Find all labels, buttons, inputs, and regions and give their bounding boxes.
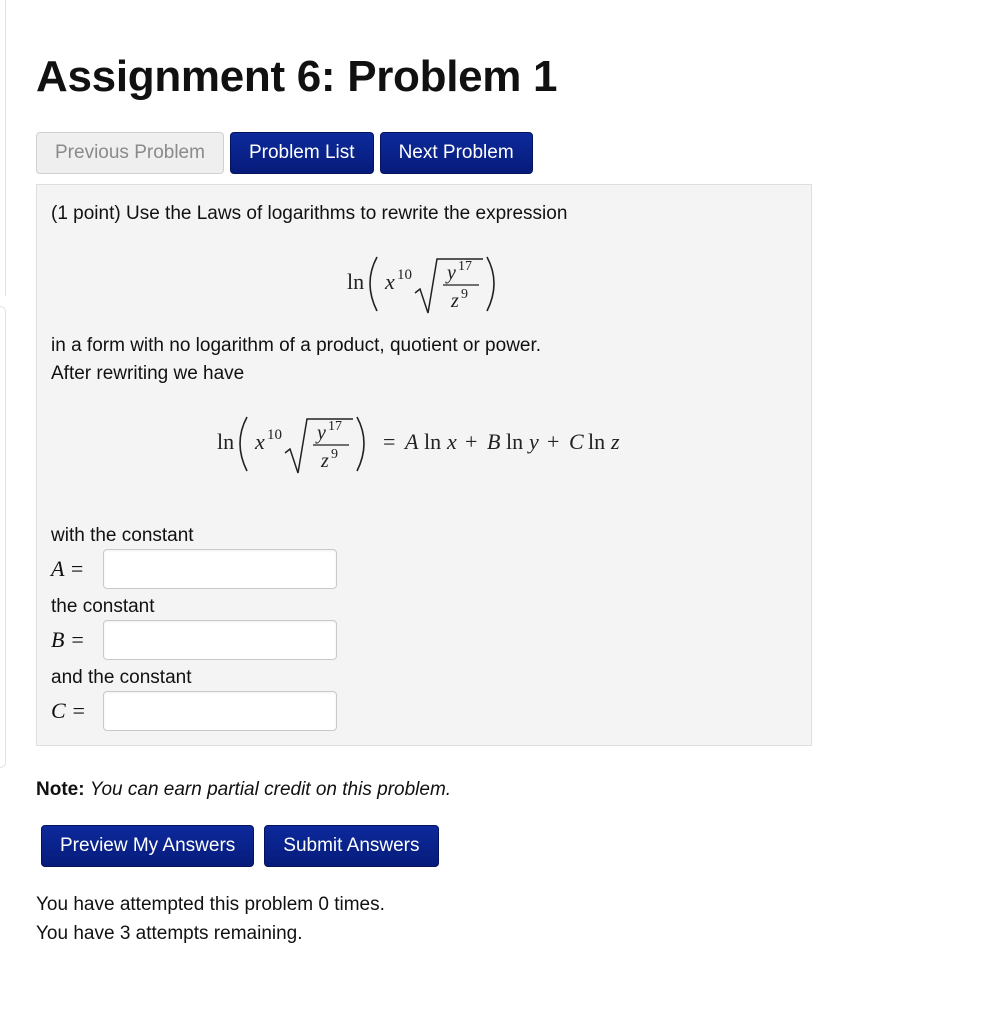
answer-actions bbox=[41, 825, 439, 867]
rhs-ln-3: ln bbox=[588, 429, 606, 454]
expr-right-paren bbox=[487, 257, 494, 311]
note-label: Note: bbox=[36, 779, 85, 800]
note-text: You can earn partial credit on this problem. bbox=[89, 779, 452, 800]
answer-a-input[interactable] bbox=[103, 549, 337, 589]
problem-line-3: After rewriting we have bbox=[51, 363, 245, 384]
expr-x: x bbox=[385, 269, 395, 294]
next-problem-button[interactable]: Next Problem bbox=[380, 132, 533, 174]
label-with-constant: with the constant bbox=[51, 525, 194, 546]
expr-num-exp: 17 bbox=[458, 259, 472, 274]
eq-left-paren bbox=[240, 417, 247, 471]
answer-b-input[interactable] bbox=[103, 620, 337, 660]
answer-a-label: A = bbox=[51, 556, 85, 581]
attempts-status bbox=[36, 890, 385, 948]
eq-den-exp: 9 bbox=[331, 447, 338, 462]
answer-row-c bbox=[51, 691, 337, 731]
expression-display bbox=[337, 243, 507, 319]
expr-num-y: y bbox=[447, 262, 456, 284]
previous-problem-button[interactable]: Previous Problem bbox=[36, 132, 224, 174]
problem-navigation bbox=[36, 132, 533, 174]
left-edge-panel bbox=[0, 306, 6, 768]
eq-ln: ln bbox=[217, 429, 235, 454]
expr-left-paren bbox=[370, 257, 377, 311]
rhs-y: y bbox=[529, 429, 539, 454]
submit-answers-button[interactable]: Submit Answers bbox=[264, 825, 438, 867]
answer-b-label: B = bbox=[51, 627, 85, 652]
eq-right-paren bbox=[357, 417, 364, 471]
eq-num-exp: 17 bbox=[328, 419, 342, 434]
rhs-c: C bbox=[569, 429, 584, 454]
attempts-count: You have attempted this problem 0 times. bbox=[36, 894, 385, 915]
rhs-x: x bbox=[447, 429, 457, 454]
problem-intro: (1 point) Use the Laws of logarithms to rewrite the expression bbox=[51, 203, 568, 224]
equation-display bbox=[207, 403, 647, 479]
page-title: Assignment 6: Problem 1 bbox=[36, 52, 558, 101]
eq-x: x bbox=[255, 429, 265, 454]
label-and-constant: and the constant bbox=[51, 667, 192, 688]
rhs-plus-1: + bbox=[465, 429, 478, 454]
rhs-equals: = bbox=[383, 429, 396, 454]
rhs-plus-2: + bbox=[547, 429, 560, 454]
answer-c-label: C = bbox=[51, 698, 87, 723]
problem-line-2: in a form with no logarithm of a product, quotient or power. bbox=[51, 335, 542, 356]
expr-ln: ln bbox=[347, 269, 365, 294]
rhs-b: B bbox=[487, 429, 501, 454]
expr-den-z: z bbox=[451, 290, 459, 312]
answer-row-b bbox=[51, 620, 337, 660]
expr-den-exp: 9 bbox=[461, 287, 468, 302]
preview-answers-button[interactable]: Preview My Answers bbox=[41, 825, 254, 867]
rhs-z: z bbox=[611, 429, 620, 454]
left-edge-divider bbox=[0, 0, 6, 296]
label-the-constant: the constant bbox=[51, 596, 155, 617]
problem-list-button[interactable]: Problem List bbox=[230, 132, 374, 174]
rhs-ln-1: ln bbox=[424, 429, 442, 454]
answer-row-a bbox=[51, 549, 337, 589]
attempts-remaining: You have 3 attempts remaining. bbox=[36, 923, 303, 944]
expr-x-exp: 10 bbox=[397, 267, 412, 283]
eq-den-z: z bbox=[321, 450, 329, 472]
eq-x-exp: 10 bbox=[267, 427, 282, 443]
rhs-a: A bbox=[405, 429, 419, 454]
rhs-ln-2: ln bbox=[506, 429, 524, 454]
answer-c-input[interactable] bbox=[103, 691, 337, 731]
partial-credit-note bbox=[36, 779, 451, 801]
problem-panel bbox=[36, 184, 812, 746]
eq-num-y: y bbox=[317, 422, 326, 444]
